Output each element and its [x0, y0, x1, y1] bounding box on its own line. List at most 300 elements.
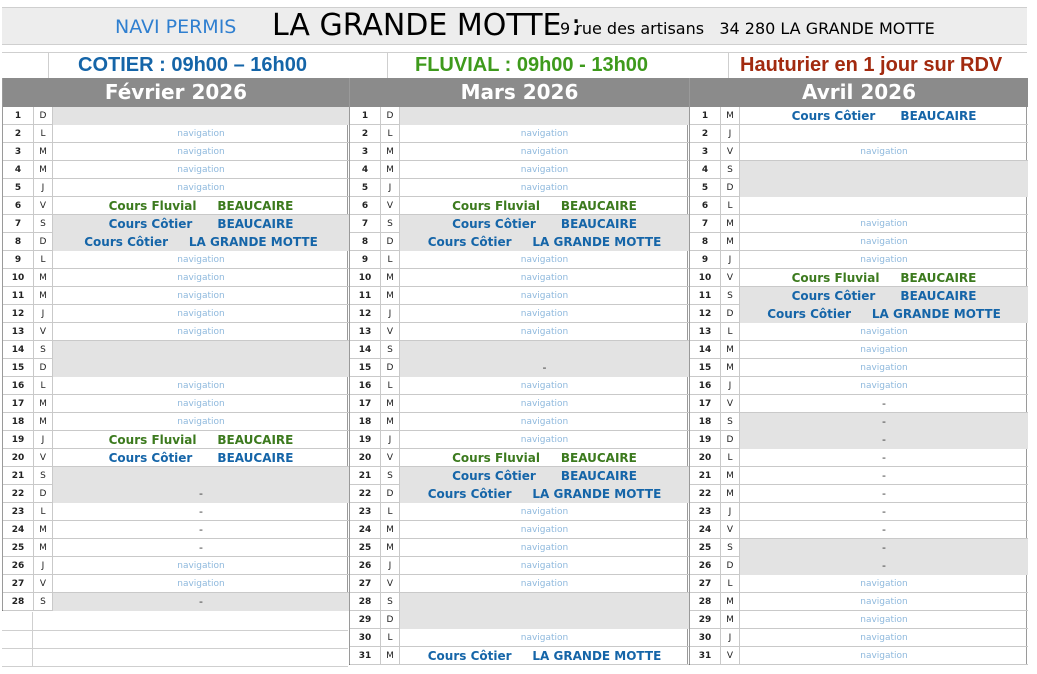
day-event: -	[882, 397, 886, 410]
day-number: 4	[361, 165, 369, 175]
address-text: 9 rue des artisans 34 280 LA GRANDE MOTTE	[560, 19, 935, 38]
day-row	[690, 629, 1028, 647]
day-row	[690, 143, 1028, 161]
day-number: 5	[701, 183, 709, 193]
day-number: 30	[358, 633, 372, 643]
weekday-letter: M	[386, 291, 394, 301]
weekday-letter: D	[39, 489, 47, 499]
day-number: 10	[11, 273, 25, 283]
day-event: navigation	[177, 381, 225, 391]
day-number: 19	[698, 435, 712, 445]
weekday-letter: S	[40, 219, 46, 229]
day-number: 26	[11, 561, 25, 571]
day-event: Cours Fluvial BEAUCAIRE	[108, 199, 294, 213]
day-row	[3, 125, 349, 143]
day-row	[350, 593, 689, 611]
day-event: navigation	[860, 633, 908, 643]
weekday-letter: S	[387, 345, 393, 355]
day-event: navigation	[520, 435, 569, 445]
day-row	[350, 413, 689, 431]
day-number: 12	[11, 309, 25, 319]
day-number: 8	[701, 237, 709, 247]
weekday-letter: D	[39, 363, 47, 373]
day-row	[690, 323, 1028, 341]
weekday-letter: D	[386, 363, 394, 373]
day-event: Cours Côtier LA GRANDE MOTTE	[400, 233, 689, 251]
day-event: Cours Côtier BEAUCAIRE	[740, 287, 1028, 305]
grid-line	[2, 648, 348, 649]
day-number: 19	[11, 435, 25, 445]
day-number: 17	[358, 399, 372, 409]
day-row	[350, 467, 689, 485]
day-event: Cours Côtier BEAUCAIRE	[53, 215, 349, 233]
weekday-letter: J	[388, 435, 392, 445]
weekday-letter: V	[386, 201, 394, 211]
column-separator	[33, 107, 34, 611]
day-number: 22	[11, 489, 25, 499]
day-number: 27	[358, 579, 372, 589]
weekday-letter: J	[41, 435, 45, 445]
weekday-letter: M	[726, 489, 734, 499]
day-row	[350, 161, 689, 179]
day-row	[350, 503, 689, 521]
column-separator	[399, 107, 400, 665]
day-event: navigation	[520, 561, 569, 571]
day-row	[690, 377, 1028, 395]
weekday-letter: M	[386, 165, 394, 175]
day-number: 9	[361, 255, 369, 265]
day-row	[3, 539, 349, 557]
day-event: Cours Fluvial BEAUCAIRE	[108, 433, 294, 447]
day-number: 18	[358, 417, 372, 427]
day-row	[3, 161, 349, 179]
day-number: 2	[361, 129, 369, 139]
weekday-letter: V	[726, 651, 734, 661]
weekday-letter: L	[40, 255, 46, 265]
day-number: 25	[698, 543, 712, 553]
day-number: 16	[698, 381, 712, 391]
day-event	[740, 125, 1028, 143]
weekday-letter: M	[39, 417, 47, 427]
day-row	[350, 647, 689, 665]
day-row	[350, 629, 689, 647]
weekday-letter: V	[39, 201, 47, 211]
day-event: -	[882, 523, 886, 536]
day-row	[690, 557, 1028, 575]
day-event: Cours Côtier BEAUCAIRE	[108, 451, 294, 465]
grid-line	[48, 52, 49, 78]
day-number: 23	[11, 507, 25, 517]
day-event: navigation	[520, 273, 569, 283]
day-event: navigation	[177, 327, 225, 337]
day-number: 29	[698, 615, 712, 625]
weekday-letter: M	[386, 651, 394, 661]
weekday-letter: L	[727, 327, 733, 337]
day-number: 21	[11, 471, 25, 481]
day-number: 13	[11, 327, 25, 337]
day-number: 14	[11, 345, 25, 355]
day-event: -	[740, 539, 1028, 557]
column-separator	[720, 107, 721, 665]
weekday-letter: M	[386, 399, 394, 409]
day-number: 4	[701, 165, 709, 175]
day-row	[350, 575, 689, 593]
day-row	[690, 503, 1028, 521]
weekday-letter: J	[728, 633, 732, 643]
weekday-letter: M	[386, 417, 394, 427]
day-number: 26	[698, 561, 712, 571]
weekday-letter: L	[40, 129, 46, 139]
day-number: 20	[358, 453, 372, 463]
weekday-letter: J	[728, 255, 732, 265]
day-list	[350, 107, 689, 665]
day-event: -	[740, 431, 1028, 449]
day-row	[3, 251, 349, 269]
day-row	[690, 341, 1028, 359]
day-row	[3, 197, 349, 215]
day-row	[3, 323, 349, 341]
day-row	[690, 161, 1028, 179]
day-number: 17	[698, 399, 712, 409]
day-event: navigation	[860, 381, 908, 391]
day-event: navigation	[860, 579, 908, 589]
day-row	[350, 557, 689, 575]
day-number: 29	[358, 615, 372, 625]
day-row	[690, 233, 1028, 251]
day-row	[3, 107, 349, 125]
day-event: -	[740, 557, 1028, 575]
weekday-letter: D	[386, 237, 394, 247]
month-title: Mars 2026	[350, 78, 689, 107]
day-row	[3, 503, 349, 521]
day-row	[690, 485, 1028, 503]
weekday-letter: M	[39, 147, 47, 157]
day-number: 13	[358, 327, 372, 337]
weekday-letter: D	[39, 111, 47, 121]
day-row	[350, 305, 689, 323]
weekday-letter: S	[727, 417, 733, 427]
day-event	[400, 593, 689, 611]
day-event: -	[199, 523, 203, 536]
grid-line	[2, 666, 348, 667]
day-number: 8	[14, 237, 22, 247]
day-event: navigation	[520, 255, 569, 265]
day-event: Cours Côtier LA GRANDE MOTTE	[400, 485, 689, 503]
day-event: navigation	[860, 147, 908, 157]
weekday-letter: M	[39, 399, 47, 409]
day-event: navigation	[177, 579, 225, 589]
day-row	[350, 107, 689, 125]
day-event: -	[199, 505, 203, 518]
weekday-letter: V	[386, 579, 394, 589]
day-row	[350, 359, 689, 377]
day-row	[690, 593, 1028, 611]
day-number: 22	[358, 489, 372, 499]
day-row	[350, 323, 689, 341]
day-number: 5	[14, 183, 22, 193]
day-event: navigation	[520, 525, 569, 535]
day-number: 1	[701, 111, 709, 121]
day-event: navigation	[177, 165, 225, 175]
weekday-letter: J	[728, 507, 732, 517]
day-number: 3	[701, 147, 709, 157]
day-row	[3, 269, 349, 287]
day-event	[400, 611, 689, 629]
day-event	[53, 467, 349, 485]
day-number: 24	[358, 525, 372, 535]
day-row	[350, 143, 689, 161]
weekday-letter: D	[39, 237, 47, 247]
day-number: 15	[698, 363, 712, 373]
day-event	[53, 341, 349, 359]
day-row	[690, 413, 1028, 431]
day-event	[53, 359, 349, 377]
day-event: Cours Côtier LA GRANDE MOTTE	[740, 305, 1028, 323]
day-row	[690, 215, 1028, 233]
day-event: Cours Fluvial BEAUCAIRE	[452, 199, 637, 213]
day-event: navigation	[177, 183, 225, 193]
day-row	[690, 125, 1028, 143]
day-row	[350, 197, 689, 215]
weekday-letter: S	[387, 219, 393, 229]
day-row	[350, 215, 689, 233]
day-row	[690, 575, 1028, 593]
weekday-letter: S	[387, 471, 393, 481]
location-title: LA GRANDE MOTTE :	[272, 8, 582, 43]
weekday-letter: L	[387, 381, 393, 391]
day-event: Cours Fluvial BEAUCAIRE	[452, 451, 637, 465]
day-row	[350, 539, 689, 557]
day-event: navigation	[177, 129, 225, 139]
day-row	[690, 539, 1028, 557]
day-event: navigation	[177, 273, 225, 283]
weekday-letter: L	[387, 129, 393, 139]
day-row	[3, 305, 349, 323]
day-event	[740, 161, 1028, 179]
day-row	[3, 575, 349, 593]
day-number: 16	[11, 381, 25, 391]
weekday-letter: V	[726, 525, 734, 535]
day-event: navigation	[860, 597, 908, 607]
day-row	[3, 467, 349, 485]
weekday-letter: V	[386, 453, 394, 463]
day-number: 9	[701, 255, 709, 265]
day-event: navigation	[520, 291, 569, 301]
day-number: 10	[358, 273, 372, 283]
weekday-letter: M	[39, 291, 47, 301]
day-row	[3, 215, 349, 233]
hours-fluvial: FLUVIAL : 09h00 - 13h00	[415, 54, 649, 76]
weekday-letter: J	[728, 381, 732, 391]
day-event: -	[53, 485, 349, 503]
day-row	[350, 233, 689, 251]
weekday-letter: D	[386, 111, 394, 121]
day-row	[350, 521, 689, 539]
weekday-letter: L	[40, 507, 46, 517]
day-number: 5	[361, 183, 369, 193]
day-event: navigation	[520, 417, 569, 427]
day-row	[350, 179, 689, 197]
day-row	[3, 359, 349, 377]
weekday-letter: S	[40, 345, 46, 355]
day-event: navigation	[177, 147, 225, 157]
day-number: 7	[361, 219, 369, 229]
day-event: Cours Côtier BEAUCAIRE	[400, 215, 689, 233]
day-row	[690, 395, 1028, 413]
day-row	[3, 143, 349, 161]
day-number: 16	[358, 381, 372, 391]
weekday-letter: D	[386, 489, 394, 499]
day-number: 11	[358, 291, 372, 301]
day-event: navigation	[860, 327, 908, 337]
day-event: navigation	[520, 543, 569, 553]
day-row	[350, 395, 689, 413]
day-event: navigation	[177, 561, 225, 571]
day-row	[690, 647, 1028, 665]
day-event: navigation	[520, 147, 569, 157]
hours-cotier: COTIER : 09h00 – 16h00	[78, 54, 307, 76]
grid-line	[728, 52, 729, 78]
weekday-letter: S	[727, 291, 733, 301]
day-event: navigation	[520, 183, 569, 193]
day-row	[350, 449, 689, 467]
day-event: navigation	[520, 129, 569, 139]
day-row	[3, 395, 349, 413]
day-number: 12	[698, 309, 712, 319]
weekday-letter: J	[388, 561, 392, 571]
day-row	[690, 179, 1028, 197]
day-number: 11	[698, 291, 712, 301]
day-event: -	[882, 505, 886, 518]
day-row	[3, 449, 349, 467]
day-number: 30	[698, 633, 712, 643]
day-event: navigation	[520, 633, 569, 643]
day-event: navigation	[860, 255, 908, 265]
day-event: Cours Côtier LA GRANDE MOTTE	[53, 233, 349, 251]
day-number: 31	[358, 651, 372, 661]
day-list	[3, 107, 349, 611]
weekday-letter: L	[387, 255, 393, 265]
day-number: 28	[358, 597, 372, 607]
day-number: 28	[11, 597, 25, 607]
month-february	[2, 78, 348, 611]
day-row	[350, 431, 689, 449]
day-row	[690, 107, 1028, 125]
day-row	[3, 593, 349, 611]
weekday-letter: L	[727, 201, 733, 211]
day-number: 7	[701, 219, 709, 229]
weekday-letter: M	[39, 525, 47, 535]
weekday-letter: L	[727, 579, 733, 589]
weekday-letter: V	[726, 147, 734, 157]
column-separator	[380, 107, 381, 665]
weekday-letter: L	[727, 453, 733, 463]
day-number: 31	[698, 651, 712, 661]
day-event: navigation	[520, 165, 569, 175]
day-row	[690, 287, 1028, 305]
day-row	[690, 521, 1028, 539]
day-number: 18	[698, 417, 712, 427]
day-number: 15	[11, 363, 25, 373]
title-banner	[2, 7, 1027, 45]
day-event: Cours Fluvial BEAUCAIRE	[791, 271, 977, 285]
day-event: navigation	[860, 237, 908, 247]
day-list	[690, 107, 1028, 665]
day-number: 3	[14, 147, 22, 157]
day-event: -	[882, 469, 886, 482]
weekday-letter: M	[726, 597, 734, 607]
day-event	[400, 341, 689, 359]
weekday-letter: M	[726, 471, 734, 481]
day-row	[3, 287, 349, 305]
day-number: 21	[358, 471, 372, 481]
weekday-letter: M	[386, 147, 394, 157]
day-number: 11	[11, 291, 25, 301]
day-event: navigation	[177, 417, 225, 427]
weekday-letter: S	[40, 471, 46, 481]
day-number: 13	[698, 327, 712, 337]
day-number: 2	[701, 129, 709, 139]
day-event: -	[53, 593, 349, 611]
day-number: 15	[358, 363, 372, 373]
weekday-letter: S	[727, 543, 733, 553]
weekday-letter: J	[41, 183, 45, 193]
weekday-letter: M	[386, 543, 394, 553]
weekday-letter: S	[727, 165, 733, 175]
day-number: 22	[698, 489, 712, 499]
weekday-letter: D	[726, 435, 734, 445]
day-event: navigation	[177, 309, 225, 319]
day-event: navigation	[860, 651, 908, 661]
month-march	[349, 78, 688, 665]
month-april	[689, 78, 1027, 665]
weekday-letter: M	[726, 363, 734, 373]
day-event: -	[740, 413, 1028, 431]
brand-name: NAVI PERMIS	[115, 16, 237, 38]
weekday-letter: V	[386, 327, 394, 337]
day-row	[3, 521, 349, 539]
day-event: navigation	[177, 255, 225, 265]
day-number: 3	[361, 147, 369, 157]
day-number: 21	[698, 471, 712, 481]
weekday-letter: D	[726, 561, 734, 571]
day-event	[740, 179, 1028, 197]
grid-line	[387, 52, 388, 78]
day-row	[690, 359, 1028, 377]
day-number: 26	[358, 561, 372, 571]
day-number: 25	[358, 543, 372, 553]
day-row	[350, 125, 689, 143]
day-event: -	[882, 487, 886, 500]
day-row	[350, 251, 689, 269]
day-row	[3, 557, 349, 575]
weekday-letter: V	[39, 453, 47, 463]
day-row	[350, 287, 689, 305]
day-number: 9	[14, 255, 22, 265]
day-number: 10	[698, 273, 712, 283]
weekday-letter: L	[40, 381, 46, 391]
day-row	[350, 377, 689, 395]
day-number: 20	[698, 453, 712, 463]
weekday-letter: J	[388, 309, 392, 319]
weekday-letter: L	[387, 633, 393, 643]
day-row	[3, 179, 349, 197]
day-number: 17	[11, 399, 25, 409]
day-number: 12	[358, 309, 372, 319]
day-number: 1	[361, 111, 369, 121]
day-number: 23	[358, 507, 372, 517]
day-number: 7	[14, 219, 22, 229]
